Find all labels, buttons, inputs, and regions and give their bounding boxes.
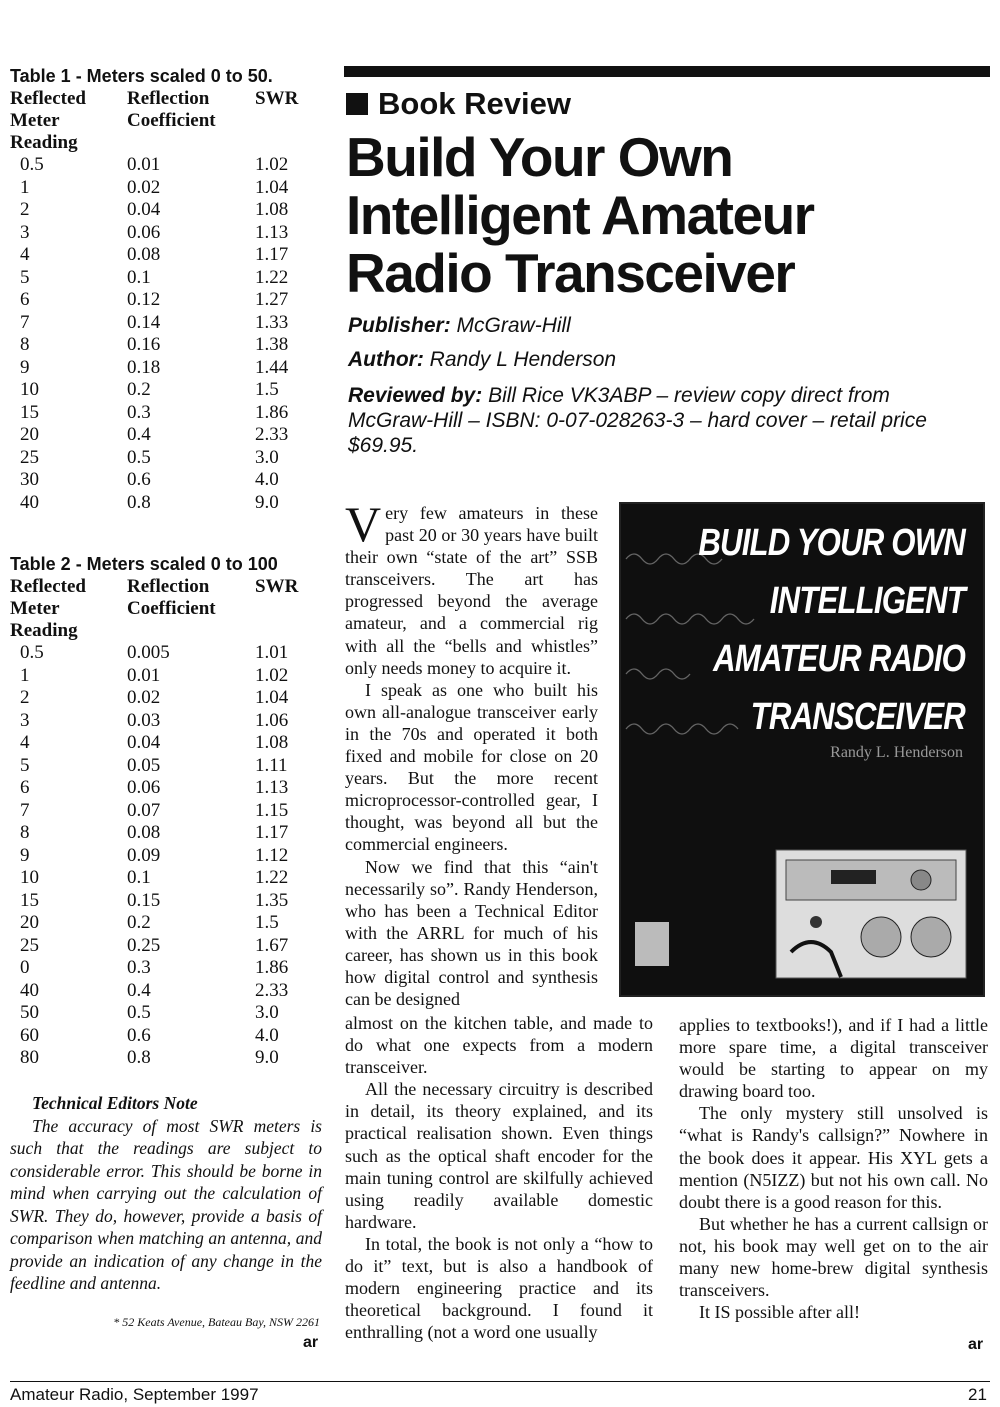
table-cell: 1 — [20, 176, 30, 198]
table-cell: 9.0 — [255, 491, 279, 513]
title-line: Intelligent Amateur — [346, 184, 814, 246]
table-cell: 0.02 — [127, 687, 161, 708]
table-cell: 7 — [20, 799, 30, 821]
table-cell: 0.01 — [127, 664, 161, 686]
table-row — [10, 289, 325, 312]
table-row — [10, 402, 325, 425]
footer-rule — [10, 1381, 990, 1382]
table-row — [10, 492, 325, 515]
table-cell: 0.1 — [127, 867, 151, 888]
table-row — [10, 177, 325, 200]
table-cell: 0.06 — [127, 777, 161, 798]
table-cell: 0.03 — [127, 709, 161, 731]
table-cell: 80 — [20, 1047, 39, 1068]
table-row — [10, 267, 325, 290]
table-cell: 3 — [20, 709, 30, 731]
publisher-logo — [635, 922, 669, 966]
table-cell: 0.5 — [127, 446, 151, 468]
book-cover — [619, 502, 985, 997]
table-cell: 6 — [20, 777, 30, 798]
body-column-2 — [679, 1014, 988, 1323]
table-cell: 2 — [20, 687, 30, 708]
table-cell: 1.02 — [255, 154, 289, 175]
table-cell: 0.2 — [127, 379, 151, 400]
table-row — [10, 777, 325, 800]
table-cell: 1.35 — [255, 889, 289, 911]
table-cell: 1.15 — [255, 799, 289, 821]
author-address: * 52 Keats Avenue, Bateau Bay, NSW 2261 — [113, 1315, 320, 1329]
cover-title-line: BUILD YOUR OWN — [698, 522, 965, 564]
table-cell: 0.06 — [127, 221, 161, 243]
paragraph: Very few amateurs in these past 20 or 30 years have built their own “state of the art” SSB transceivers. The art has progressed beyond the average amateur, and a commercial rig with all the “bells and whistles” only needs money to acquire it. — [345, 496, 598, 678]
header-coefficient: Reflection Coefficient — [127, 576, 216, 619]
table-cell: 1.86 — [255, 401, 289, 423]
table-2-title: Table 2 - Meters scaled 0 to 100 — [10, 554, 278, 574]
title-line: Radio Transceiver — [346, 242, 795, 304]
table-cell: 1.17 — [255, 822, 289, 843]
table-row — [10, 912, 325, 935]
table-1 — [10, 66, 325, 514]
table-cell: 9 — [20, 844, 30, 866]
table-row — [10, 665, 325, 688]
header-reflected: Reflected Meter Reading — [10, 576, 86, 641]
section-rule — [344, 66, 990, 77]
table-cell: 1.08 — [255, 732, 289, 753]
table-2-header — [10, 576, 325, 642]
table-row — [10, 447, 325, 470]
note-body: The accuracy of most SWR meters is such that the readings are subject to considerable error. This should be borne in mind when carrying out the calculation of SWR. They do, however, provide a basis of comparison when matching an antenna, and provide an indication of any change in the feedline and antenna. — [10, 1115, 322, 1293]
table-cell: 50 — [20, 1002, 39, 1023]
table-cell: 0.6 — [127, 1024, 151, 1046]
table-cell: 0.3 — [127, 957, 151, 978]
table-cell: 0.07 — [127, 799, 161, 821]
table-row — [10, 424, 325, 447]
table-cell: 30 — [20, 469, 39, 490]
table-cell: 20 — [20, 912, 39, 933]
technical-note — [10, 1092, 322, 1295]
table-1-title: Table 1 - Meters scaled 0 to 50. — [10, 66, 273, 86]
table-row — [10, 890, 325, 913]
cover-title-line: INTELLIGENT — [769, 580, 965, 622]
title-line: Build Your Own — [346, 126, 733, 188]
table-cell: 1.13 — [255, 777, 289, 798]
table-cell: 5 — [20, 754, 30, 776]
body-column-1b — [345, 1012, 653, 1343]
table-row — [10, 710, 325, 733]
table-cell: 0.09 — [127, 844, 161, 866]
table-cell: 60 — [20, 1024, 39, 1046]
table-cell: 25 — [20, 446, 39, 468]
table-cell: 1.17 — [255, 244, 289, 265]
table-row — [10, 199, 325, 222]
paragraph: All the necessary circuitry is described in detail, its theory explained, and its practical realisation shown. Even things such as the optical shaft encoder for the main tuning control are skilfully achieved using readily available domestic hardware. — [345, 1079, 653, 1232]
table-cell: 10 — [20, 379, 39, 400]
table-cell: 6 — [20, 289, 30, 310]
cover-title — [686, 514, 965, 746]
table-cell: 0.5 — [20, 154, 44, 175]
table-cell: 2.33 — [255, 979, 289, 1001]
table-cell: 1.22 — [255, 266, 289, 288]
table-row — [10, 732, 325, 755]
table-2 — [10, 554, 325, 1070]
table-row — [10, 822, 325, 845]
table-cell: 0.01 — [127, 154, 161, 175]
table-cell: 0.05 — [127, 754, 161, 776]
table-cell: 0.4 — [127, 424, 151, 445]
table-cell: 15 — [20, 401, 39, 423]
table-cell: 4.0 — [255, 469, 279, 490]
table-cell: 0.15 — [127, 889, 161, 911]
table-cell: 0.25 — [127, 934, 161, 956]
table-row — [10, 1047, 325, 1070]
table-cell: 0.005 — [127, 642, 170, 663]
table-cell: 40 — [20, 491, 39, 513]
table-row — [10, 687, 325, 710]
author-line — [348, 347, 948, 372]
table-cell: 0.08 — [127, 822, 161, 843]
table-cell: 1.22 — [255, 867, 289, 888]
table-cell: 1.08 — [255, 199, 289, 220]
table-row — [10, 845, 325, 868]
table-cell: 0.2 — [127, 912, 151, 933]
review-title — [346, 128, 986, 302]
table-cell: 0.8 — [127, 1047, 151, 1068]
table-row — [10, 379, 325, 402]
header-coefficient: Reflection Coefficient — [127, 88, 216, 131]
table-row — [10, 469, 325, 492]
table-row — [10, 1002, 325, 1025]
table-1-body — [10, 154, 325, 514]
table-cell: 8 — [20, 822, 30, 843]
table-cell: 1.86 — [255, 957, 289, 978]
table-cell: 2 — [20, 199, 30, 220]
table-row — [10, 642, 325, 665]
table-cell: 1.67 — [255, 934, 289, 956]
table-row — [10, 154, 325, 177]
table-cell: 2.33 — [255, 424, 289, 445]
paragraph: almost on the kitchen table, and made to do what one expects from a modern transceiver. — [345, 1013, 653, 1078]
table-cell: 0.8 — [127, 491, 151, 513]
table-cell: 0.18 — [127, 356, 161, 378]
table-row — [10, 800, 325, 823]
table-1-header — [10, 88, 325, 154]
paragraph: In total, the book is not only a “how to do it” text, but is also a handbook of modern engineering practice and its theoretical background. I found it enthralling (not a word one usually — [345, 1233, 653, 1343]
kicker-text: Book Review — [378, 86, 571, 121]
table-row — [10, 1025, 325, 1048]
table-cell: 1.11 — [255, 754, 288, 776]
table-cell: 1.33 — [255, 311, 289, 333]
cover-title-line: AMATEUR RADIO — [713, 638, 965, 680]
table-cell: 1 — [20, 664, 30, 686]
table-row — [10, 244, 325, 267]
square-bullet-icon — [346, 93, 368, 115]
footer-publication: Amateur Radio, September 1997 — [10, 1385, 259, 1404]
paragraph: It IS possible after all! — [699, 1302, 860, 1323]
table-2-body — [10, 642, 325, 1070]
table-cell: 0.04 — [127, 199, 161, 220]
paragraph: The only mystery still unsolved is “what is Randy's callsign?” Nowhere in the book does it appear. His XYL gets a mention (N5IZZ) but not his own call. No doubt there is a good reason for this. — [679, 1103, 988, 1212]
table-cell: 0.12 — [127, 289, 161, 310]
table-cell: 0.14 — [127, 311, 161, 333]
table-cell: 0.1 — [127, 266, 151, 288]
cover-author: Randy L. Henderson — [830, 744, 963, 761]
paragraph: applies to textbooks!), and if I had a little more spare time, a digital transceiver would be starting to appear on my drawing board too. — [679, 1015, 988, 1102]
table-cell: 0 — [20, 957, 30, 978]
paragraph: But whether he has a current callsign or not, his book may well get on to the air many new home-brew digital synthesis transceivers. — [679, 1213, 988, 1301]
header-reflected: Reflected Meter Reading — [10, 88, 86, 153]
table-cell: 0.02 — [127, 176, 161, 198]
publisher-value: McGraw-Hill — [456, 314, 571, 337]
table-cell: 4 — [20, 244, 30, 265]
reviewed-line — [348, 383, 938, 458]
reviewed-value: Bill Rice VK3ABP – review copy direct from McGraw-Hill – ISBN: 0-07-028263-3 – hard cover – retail price $69.95. — [348, 384, 927, 457]
table-cell: 7 — [20, 311, 30, 333]
table-cell: 1.38 — [255, 334, 289, 355]
header-swr: SWR — [255, 88, 299, 109]
table-row — [10, 357, 325, 380]
table-cell: 4.0 — [255, 1024, 279, 1046]
table-cell: 0.5 — [127, 1002, 151, 1023]
table-cell: 0.16 — [127, 334, 161, 355]
body-column-1 — [345, 496, 598, 1010]
cover-title-line: TRANSCEIVER — [750, 696, 965, 738]
reviewed-label: Reviewed by: — [348, 384, 483, 407]
author-label: Author: — [348, 348, 424, 371]
table-cell: 1.02 — [255, 664, 289, 686]
table-cell: 3.0 — [255, 446, 279, 468]
table-row — [10, 312, 325, 335]
table-cell: 3 — [20, 221, 30, 243]
note-title: Technical Editors Note — [32, 1093, 198, 1113]
table-cell: 25 — [20, 934, 39, 956]
end-mark-right: ar — [968, 1336, 984, 1353]
table-cell: 1.01 — [255, 642, 289, 663]
table-cell: 10 — [20, 867, 39, 888]
table-cell: 1.5 — [255, 379, 279, 400]
table-cell: 1.04 — [255, 176, 289, 198]
table-cell: 0.6 — [127, 469, 151, 490]
table-cell: 15 — [20, 889, 39, 911]
table-cell: 1.06 — [255, 709, 289, 731]
paragraph: Now we find that this “ain't necessarily so”. Randy Henderson, who has been a Technical Editor with the ARRL for much of his career, has shown us in this book how digital control and synthesis can be designed — [345, 856, 598, 1010]
table-cell: 0.08 — [127, 244, 161, 265]
table-cell: 1.5 — [255, 912, 279, 933]
section-kicker — [346, 86, 571, 122]
table-cell: 0.3 — [127, 401, 151, 423]
header-swr: SWR — [255, 576, 299, 597]
table-cell: 8 — [20, 334, 30, 355]
table-cell: 0.4 — [127, 979, 151, 1001]
table-cell: 20 — [20, 424, 39, 445]
table-cell: 9 — [20, 356, 30, 378]
author-value: Randy L Henderson — [429, 348, 617, 371]
table-cell: 40 — [20, 979, 39, 1001]
table-row — [10, 755, 325, 778]
table-cell: 1.44 — [255, 356, 289, 378]
table-cell: 3.0 — [255, 1002, 279, 1023]
table-cell: 9.0 — [255, 1047, 279, 1068]
table-row — [10, 980, 325, 1003]
table-cell: 1.13 — [255, 221, 289, 243]
table-cell: 1.27 — [255, 289, 289, 310]
table-row — [10, 222, 325, 245]
table-row — [10, 334, 325, 357]
end-mark-left: ar — [303, 1334, 319, 1351]
transceiver-photo-icon — [771, 842, 971, 982]
table-cell: 5 — [20, 266, 30, 288]
table-row — [10, 867, 325, 890]
dropcap: V — [345, 496, 382, 552]
table-cell: 0.5 — [20, 642, 44, 663]
publisher-label: Publisher: — [348, 314, 451, 337]
table-cell: 1.04 — [255, 687, 289, 708]
page-number: 21 — [968, 1385, 987, 1404]
paragraph: I speak as one who built his own all-analogue transceiver early in the 70s and operated it both fixed and mobile for close on 20 years. But the more recent microprocessor-controlled gear, I thought, was beyond all but the commercial engineers. — [345, 679, 598, 855]
table-row — [10, 935, 325, 958]
table-cell: 4 — [20, 732, 30, 753]
table-cell: 0.04 — [127, 732, 161, 753]
publisher-line — [348, 313, 948, 338]
table-row — [10, 957, 325, 980]
table-cell: 1.12 — [255, 844, 289, 866]
